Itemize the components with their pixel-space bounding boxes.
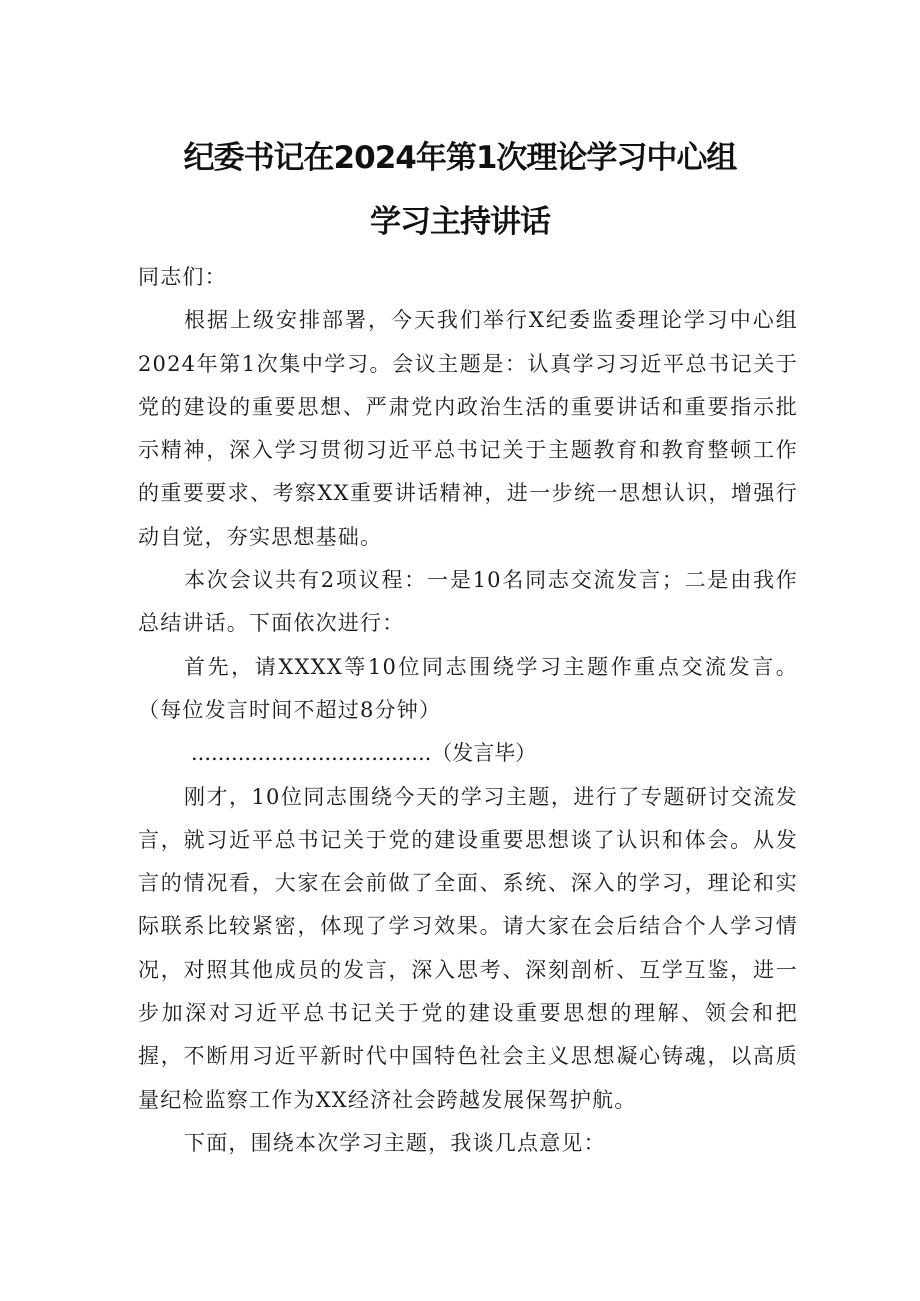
paragraph-agenda: 本次会议共有2项议程：一是10名同志交流发言；二是由我作总结讲话。下面依次进行：: [138, 568, 798, 636]
salutation: 同志们：: [138, 265, 227, 289]
paragraph-summary: 刚才，10位同志围绕今天的学习主题，进行了专题研讨交流发言，就习近平总书记关于党的建设重要思想谈了认识和体会。从发言的情况看，大家在会前做了全面、系统、深入的学习，理论和实际联系比较紧密，体现了学习效果。请大家在会后结合个人学习情况，对照其他成员的发言，深入思考、深刻剖析、互学互鉴，进一步加深对习近平总书记关于党的建设重要思想的理解、领会和把握，不断用习近平新时代中国特色社会主义思想凝心铸魂，以高质量纪检监察工作为XX经济社会跨越发展保驾护航。: [138, 784, 798, 1112]
paragraph-speech-end: ....................................（发言毕）: [191, 741, 537, 766]
document-body: [138, 256, 798, 1165]
paragraph-next: 下面，围绕本次学习主题，我谈几点意见：: [184, 1130, 606, 1155]
paragraph-intro: 根据上级安排部署，今天我们举行X纪委监委理论学习中心组2024年第1次集中学习。会议主题是：认真学习习近平总书记关于党的建设的重要思想、严肃党内政治生活的重要讲话和重要指示批示精神，深入学习贯彻习近平总书记关于主题教育和教育整顿工作的重要要求、考察XX重要讲话精神，进一步统一思想认识，增强行动自觉，夯实思想基础。: [138, 308, 798, 549]
paragraph-first-item: 首先，请XXXX等10位同志围绕学习主题作重点交流发言。（每位发言时间不超过8分钟）: [138, 654, 798, 722]
document-title-line-2: 学习主持讲话: [370, 204, 550, 240]
document-title-line-1: 纪委书记在2024年第1次理论学习中心组: [183, 140, 737, 176]
